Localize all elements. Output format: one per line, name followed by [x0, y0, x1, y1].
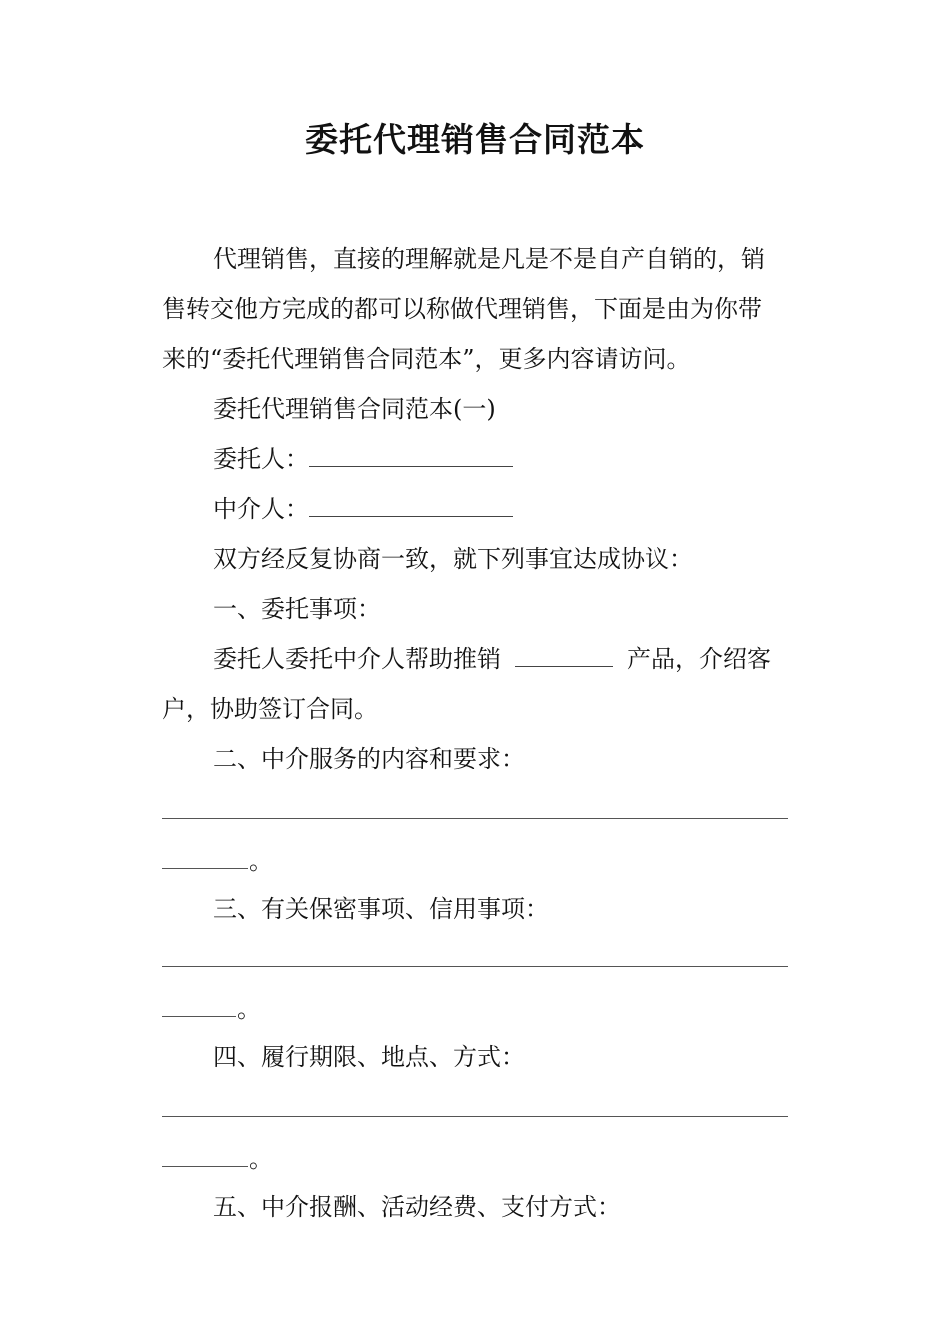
principal-line [213, 441, 513, 477]
item2-period: 。 [249, 847, 273, 875]
item1-line [213, 641, 771, 677]
document-title: 委托代理销售合同范本 [305, 120, 645, 159]
intermediary-blank [309, 494, 513, 517]
section-heading: 委托代理销售合同范本(一) [213, 395, 496, 423]
item4-period: 。 [249, 1145, 273, 1173]
intro-line-2: 售转交他方完成的都可以称做代理销售，下面是由为你带 [162, 295, 762, 323]
item3-fill-line-short [162, 1016, 236, 1017]
intro-line-3: 来的“委托代理销售合同范本”，更多内容请访问。 [162, 345, 691, 373]
intermediary-label: 中介人： [213, 495, 309, 523]
intermediary-line [213, 491, 513, 527]
item5-heading: 五、中介报酬、活动经费、支付方式： [213, 1193, 621, 1221]
product-blank [515, 644, 613, 667]
principal-blank [309, 444, 513, 467]
item3-heading: 三、有关保密事项、信用事项： [213, 895, 549, 923]
item4-heading: 四、履行期限、地点、方式： [213, 1043, 525, 1071]
intro-line-1: 代理销售，直接的理解就是凡是不是自产自销的，销 [213, 245, 765, 273]
item2-fill-line [162, 818, 788, 819]
item1-text-a: 委托人委托中介人帮助推销 [213, 645, 501, 673]
item4-fill-line-short [162, 1166, 248, 1167]
item3-fill-line [162, 966, 788, 967]
agreement-text: 双方经反复协商一致，就下列事宜达成协议： [213, 545, 693, 573]
item2-fill-line-short [162, 868, 248, 869]
item1-text-b: 产品，介绍客 [627, 645, 771, 673]
item1-heading: 一、委托事项： [213, 595, 381, 623]
item2-heading: 二、中介服务的内容和要求： [213, 745, 525, 773]
item3-period: 。 [237, 995, 261, 1023]
principal-label: 委托人： [213, 445, 309, 473]
item4-fill-line [162, 1116, 788, 1117]
item1-text-c: 户，协助签订合同。 [162, 695, 378, 723]
